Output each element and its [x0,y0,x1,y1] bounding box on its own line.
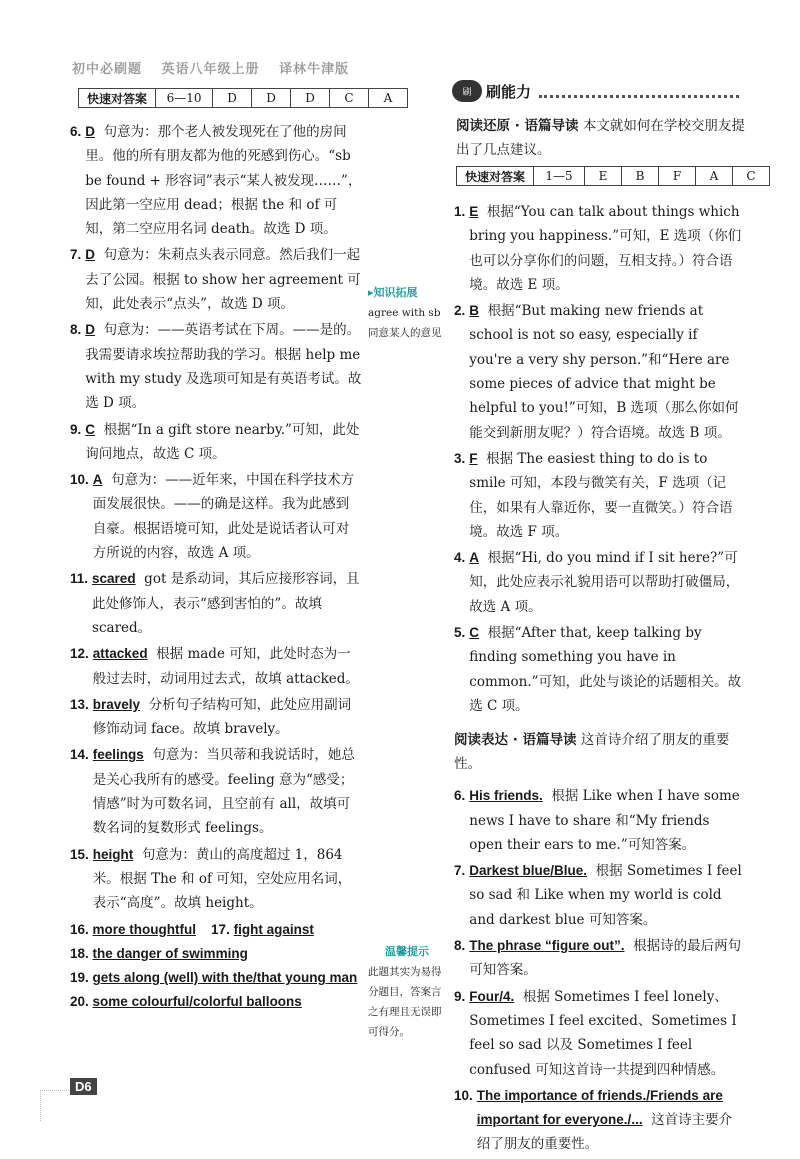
reading2-text: 这首诗介绍了朋友的重要性。 [454,732,730,773]
item-number: 9. [70,421,82,437]
quick-answer-cell: F [659,167,696,186]
answer-item [70,567,362,640]
answer-item [454,546,744,619]
item-answer: C [469,625,480,641]
page-header [72,58,363,77]
quick-answer-cell: C [330,89,369,108]
fill-item-row [70,966,362,990]
item-answer: bravely [92,696,141,712]
item-explanation: 根据诗的最后两句可知答案。 [469,938,742,979]
item-answer: fight against [233,921,314,937]
quick-answer-label: 快速对答案 [457,167,534,186]
quick-answer-cell: D [291,89,330,108]
fill-item-row [70,990,362,1014]
quick-answer-cell: A [369,89,408,108]
section-title: 刷能力 [486,82,532,101]
tip-note [368,942,446,1042]
item-explanation: 句意为：那个老人被发现死在了他的房间里。他的所有朋友都为他的死感到伤心。“sb be found + 形容词”表示“某人被发现……”，因此第一空应用 dead；根据 the 和 of 可知，第二空应用名词 death。故选 D 项。 [85,124,362,238]
item-answer: attacked [92,646,148,662]
item-number: 19. [70,970,89,986]
item-number: 11. [70,571,89,587]
answer-item [454,985,744,1082]
item-number: 14. [70,747,89,763]
section-divider [539,85,739,98]
reading2-intro [454,728,744,776]
reading1-text: 本文就如何在学校交朋友提出了几点建议。 [456,118,745,158]
answer-item [70,693,362,742]
item-answer: Darkest blue/Blue. [469,863,588,879]
item-number: 15. [70,846,89,862]
item-explanation: 根据“After that, keep talking by finding something you have in common.”可知，此处与谈论的话题相关。故选 C 项。 [469,625,742,714]
item-number: 7. [454,863,466,879]
header-series: 初中必刷题 [72,62,143,77]
note-title: 温馨提示 [385,945,429,958]
item-explanation: 这首诗主要介绍了朋友的重要性。 [476,1112,733,1153]
item-number: 9. [454,988,466,1004]
item-answer: feelings [92,747,144,763]
item-number: 17. [211,921,230,937]
item-number: 20. [70,994,89,1010]
item-explanation: 根据“Hi, do you mind if I sit here?”可知，此处应表示礼貌用语可以帮助打破僵局，故选 A 项。 [469,550,740,615]
fill-item-row [70,942,362,966]
item-explanation: 句意为：朱莉点头表示同意。然后我们一起去了公园。根据 to show her agreement 可知，此处表示“点头”，故选 D 项。 [85,247,361,313]
item-explanation: 根据 The easiest thing to do is to smile 可知，本段与微笑有关，F 选项（记住，如果有人靠近你，要一直微笑。）符合语境。故选 F 项。 [469,450,733,540]
item-explanation: 句意为：黄山的高度超过 1，864 米。根据 The 和 of 可知，空处应用名词，表示“高度”。故填 height。 [92,846,352,912]
answer-item [454,200,744,297]
answer-item [454,299,744,445]
item-number: 12. [70,646,89,662]
item-answer: the danger of swimming [92,945,248,961]
answer-item [70,418,362,467]
item-number: 6. [70,124,82,139]
item-number: 8. [70,322,82,338]
item-answer: C [85,421,96,437]
quick-answer-cell: C [733,167,770,186]
item-answer: more thoughtful [92,921,197,937]
answer-item [70,318,362,415]
item-answer: D [85,322,96,338]
item-number: 8. [454,938,466,954]
item-number: 1. [454,204,466,219]
answer-item [454,934,744,983]
item-explanation: 分析句子结构可知，此处应用副词修饰动词 face。故填 bravely。 [92,696,352,738]
quick-answer-cell: B [622,167,659,186]
item-answer: A [469,550,480,566]
answer-item [70,843,362,916]
item-number: 3. [454,450,466,466]
item-number: 2. [454,303,466,319]
item-number: 16. [70,921,89,937]
quick-answer-cell: E [585,167,622,186]
answer-item [70,120,362,241]
item-answer: Four/4. [469,988,515,1004]
section-badge-icon: 刷 [452,80,482,102]
note-text: 此题其实为易得分题目，答案言之有理且无误即可得分。 [368,966,442,1038]
answer-item [454,1084,744,1157]
reading1-intro [456,114,746,162]
answer-item [70,243,362,316]
item-number: 7. [70,247,82,263]
item-explanation: 根据 Sometimes I feel so sad 和 Like when my world is cold and darkest blue 可知答案。 [469,863,742,928]
reading2-label: 阅读表达 · 语篇导读 [454,732,577,749]
quick-answer-table-right [456,166,770,186]
item-number: 4. [454,550,466,566]
item-explanation: 句意为：当贝蒂和我说话时，她总是关心我所有的感受。feeling 意为“感受；情感”时为可数名词，且空前有 all，故填可数名词的复数形式 feelings。 [92,747,355,837]
item-number: 13. [70,696,89,712]
item-number: 6. [454,788,466,804]
answer-item [70,743,362,840]
item-answer: The importance of friends./Friends are important for everyone./... [476,1087,723,1128]
item-explanation: 根据“You can talk about things which bring you happiness.”可知，E 选项（你们也可以分享你们的问题，互相支持。）符合语境。故选 E 项。 [469,204,742,293]
item-explanation: 根据“But making new friends at school is not so easy, especially if you're a very shy person.”和“Here are some pieces of advice that might be helpful to you!”可知，B 选项（那么你如何能交到新朋友呢？）符合语境。故选 B 项。 [469,303,739,441]
item-answer: A [92,472,103,488]
quick-answer-cell: D [252,89,291,108]
arrow-icon: ▸ [368,286,374,299]
header-book: 英语八年级上册 [161,62,260,77]
note-title: 知识拓展 [373,286,418,299]
item-explanation: 根据“In a gift store nearby.”可知，此处询问地点，故选 C 项。 [85,421,360,462]
section-header [452,80,739,102]
note-text: agree with sb 同意某人的意见 [368,307,442,339]
answer-item [454,447,744,544]
item-explanation: got 是系动词，其后应接形容词，且此处修饰人，表示“感到害怕的”。故填 scared。 [92,571,360,636]
item-answer: B [469,303,480,319]
quick-answer-cell: D [213,89,252,108]
quick-answer-table-left [78,88,408,108]
item-answer: D [85,124,96,139]
answer-item [454,621,744,718]
knowledge-note [368,283,448,343]
quick-answer-cell: A [696,167,733,186]
answer-item [70,468,362,565]
item-explanation: 根据 Like when I have some news I have to share 和“My friends open their ears to me.”可知答案。 [469,788,740,853]
item-answer: His friends. [469,788,543,804]
item-number: 18. [70,945,89,961]
corner-decoration [40,1090,71,1121]
item-answer: gets along (well) with the/that young man [92,970,358,986]
item-explanation: 句意为：——英语考试在下周。——是的。我需要请求埃拉帮助我的学习。根据 help me with my study 及选项可知是有英语考试。故选 D 项。 [85,322,362,412]
header-edition: 译林牛津版 [279,62,350,77]
item-explanation: 根据 Sometimes I feel lonely、Sometimes I feel excited、Sometimes I feel so sad 以及 Sometimes I feel confused 可知这首诗一共提到四种情感。 [469,988,737,1078]
item-answer: D [85,247,96,263]
item-answer: E [469,204,479,219]
answer-item [70,642,362,691]
item-number: 10. [454,1087,473,1103]
quick-answer-range: 1—5 [534,167,585,186]
item-number: 5. [454,625,466,641]
item-number: 10. [70,472,89,488]
reading1-label: 阅读还原 · 语篇导读 [456,118,579,134]
quick-answer-range: 6—10 [156,89,213,108]
fill-item-row [70,918,362,942]
item-answer: F [469,450,478,466]
item-answer: some colourful/colorful balloons [92,994,302,1010]
right-column [454,200,744,1159]
left-column [70,120,362,1015]
item-answer: height [92,846,134,862]
answer-item [454,859,744,932]
item-answer: scared [92,571,136,587]
quick-answer-label: 快速对答案 [79,89,156,108]
item-answer: The phrase “figure out”. [469,938,625,954]
answer-item [454,784,744,857]
item-explanation: 根据 made 可知，此处时态为一般过去时，动词用过去式，故填 attacked。 [92,646,359,687]
page-number: D6 [70,1078,97,1095]
item-explanation: 句意为：——近年来，中国在科学技术方面发展很快。——的确是这样。我为此感到自豪。根据语境可知，此处是说话者认可对方所说的内容，故选 A 项。 [92,472,355,562]
